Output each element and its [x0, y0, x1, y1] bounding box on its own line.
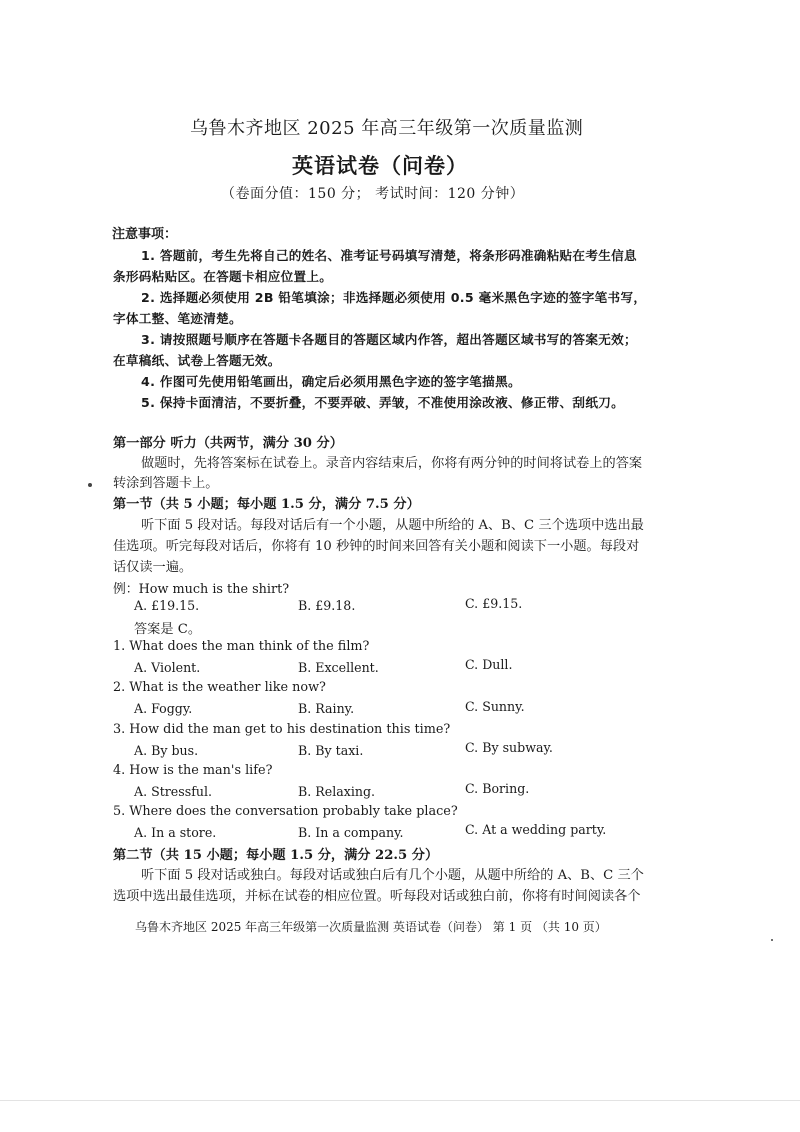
- question-4: 4. How is the man's life?: [113, 763, 273, 778]
- note-line: 3. 请按照题号顺序在答题卡各题目的答题区域内作答，超出答题区域书写的答案无效；: [141, 332, 637, 347]
- note-line: 1. 答题前，考生先将自己的姓名、准考证号码填写清楚，将条形码准确粘贴在考生信息: [141, 248, 637, 263]
- part1-intro-line: 做题时，先将答案标在试卷上。录音内容结束后，你将有两分钟的时间将试卷上的答案: [141, 456, 643, 471]
- example-option-c: C. £9.15.: [465, 596, 523, 611]
- section2-heading: 第二节（共 15 小题；每小题 1.5 分，满分 22.5 分）: [113, 848, 439, 863]
- example-option-b: B. £9.18.: [298, 598, 356, 613]
- note-line: 条形码粘贴区。在答题卡相应位置上。: [113, 269, 333, 284]
- note-line: 4. 作图可先使用铅笔画出，确定后必须用黑色字迹的签字笔描黑。: [141, 374, 521, 389]
- question-5-option-c: C. At a wedding party.: [465, 822, 607, 837]
- exam-meta: （卷面分值：150 分； 考试时间：120 分钟）: [221, 186, 525, 202]
- question-4-option-c: C. Boring.: [465, 781, 530, 796]
- question-4-option-a: A. Stressful.: [134, 784, 212, 799]
- paper-subtitle: 英语试卷（问卷）: [292, 153, 468, 178]
- question-1-option-b: B. Excellent.: [298, 660, 379, 675]
- note-line: 字体工整、笔迹清楚。: [113, 311, 242, 326]
- question-1: 1. What does the man think of the film?: [113, 639, 370, 654]
- question-2-option-b: B. Rainy.: [298, 701, 355, 716]
- section1-intro-line: 话仅读一遍。: [113, 560, 193, 575]
- page-footer: 乌鲁木齐地区 2025 年高三年级第一次质量监测 英语试卷（问卷） 第 1 页 （共 10 页）: [135, 920, 607, 934]
- question-2-option-a: A. Foggy.: [134, 701, 193, 716]
- exam-title: 乌鲁木齐地区 2025 年高三年级第一次质量监测: [190, 118, 584, 139]
- section2-intro-line: 听下面 5 段对话或独白。每段对话或独白后有几个小题，从题中所给的 A、B、C 三个: [141, 868, 644, 883]
- question-5-option-b: B. In a company.: [298, 825, 404, 840]
- question-2: 2. What is the weather like now?: [113, 680, 326, 695]
- scan-speck: [771, 939, 773, 941]
- question-3: 3. How did the man get to his destination this time?: [113, 722, 451, 737]
- question-2-option-c: C. Sunny.: [465, 699, 525, 714]
- question-3-option-c: C. By subway.: [465, 740, 553, 755]
- scan-speck: [88, 483, 92, 487]
- section2-intro-line: 选项中选出最佳选项，并标在试卷的相应位置。听每段对话或独白前，你将有时间阅读各个: [113, 889, 641, 904]
- question-3-option-b: B. By taxi.: [298, 743, 364, 758]
- section1-heading: 第一节（共 5 小题；每小题 1.5 分，满分 7.5 分）: [113, 497, 420, 512]
- note-line: 在草稿纸、试卷上答题无效。: [113, 353, 281, 368]
- part1-intro-line: 转涂到答题卡上。: [113, 476, 219, 491]
- question-5-option-a: A. In a store.: [134, 825, 217, 840]
- example-question: 例：How much is the shirt?: [113, 582, 290, 597]
- note-line: 2. 选择题必须使用 2B 铅笔填涂；非选择题必须使用 0.5 毫米黑色字迹的签字笔书写，: [141, 290, 647, 305]
- question-5: 5. Where does the conversation probably take place?: [113, 804, 458, 819]
- example-option-a: A. £19.15.: [134, 598, 200, 613]
- question-3-option-a: A. By bus.: [134, 743, 199, 758]
- question-1-option-c: C. Dull.: [465, 657, 513, 672]
- page-divider: [0, 1100, 800, 1101]
- notes-heading: 注意事项：: [112, 227, 178, 242]
- example-answer: 答案是 C。: [134, 622, 202, 637]
- section1-intro-line: 佳选项。听完每段对话后，你将有 10 秒钟的时间来回答有关小题和阅读下一小题。每段对: [113, 539, 640, 554]
- question-1-option-a: A. Violent.: [134, 660, 201, 675]
- part1-heading: 第一部分 听力（共两节，满分 30 分）: [113, 436, 343, 451]
- section1-intro-line: 听下面 5 段对话。每段对话后有一个小题，从题中所给的 A、B、C 三个选项中选出最: [141, 518, 644, 533]
- note-line: 5. 保持卡面清洁，不要折叠，不要弄破、弄皱，不准使用涂改液、修正带、刮纸刀。: [141, 395, 625, 410]
- question-4-option-b: B. Relaxing.: [298, 784, 376, 799]
